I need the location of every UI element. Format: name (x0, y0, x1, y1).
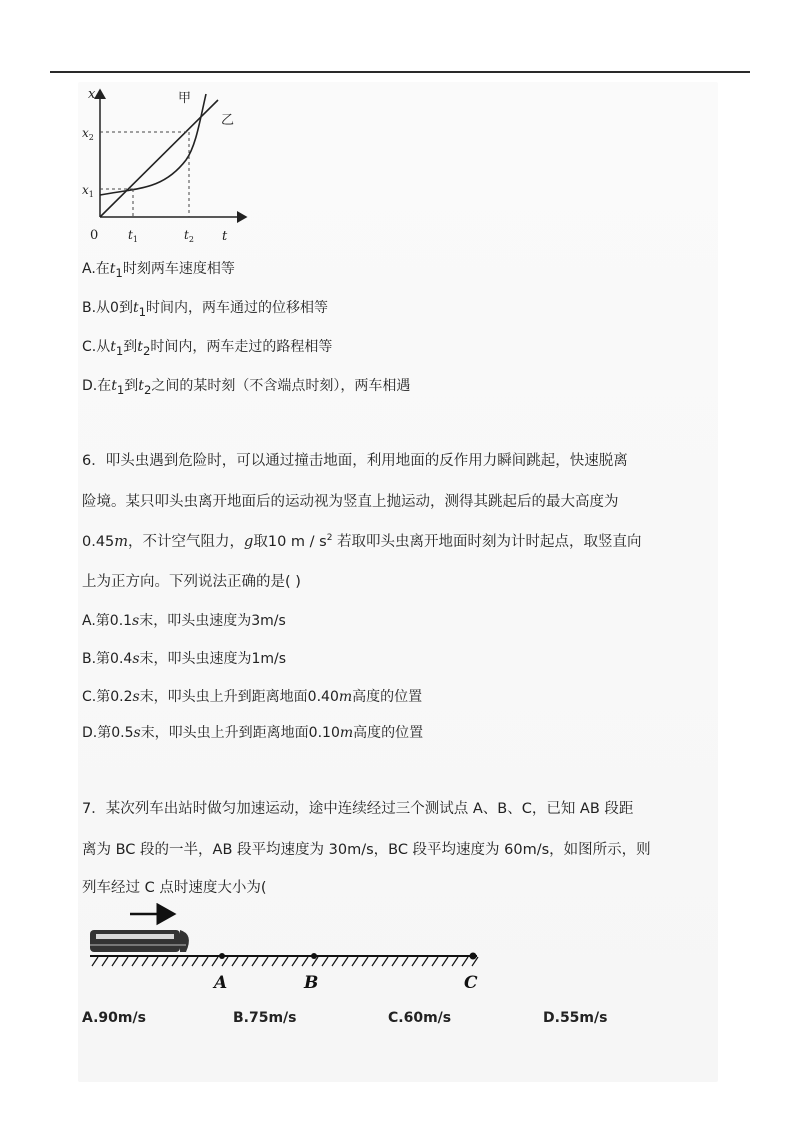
q6-option-c: C.第0.2s末，叩头虫上升到距离地面0.40m高度的位置 (82, 689, 423, 705)
q5-option-a: A.在$t_1$时刻两车速度相等 (82, 261, 235, 280)
q7-stem-line-2: 离为 BC 段的一半，AB 段平均速度为 30m/s，BC 段平均速度为 60m/s，如图所示，则 (82, 842, 651, 858)
x2-label: $x_2$ (82, 126, 94, 142)
point-b-dot (311, 953, 317, 959)
q7-stem-line-3: 列车经过 C 点时速度大小为( (82, 880, 267, 896)
q7-option-c: C.60m/s (388, 1010, 452, 1026)
t2-label: $t_2$ (184, 228, 194, 244)
q6-stem-line-2: 险境。某只叩头虫离开地面后的运动视为竖直上抛运动，测得其跳起后的最大高度为 (82, 494, 619, 510)
q6-stem-line-4: 上为正方向。下列说法正确的是( ) (82, 574, 301, 590)
q5-option-c: C.从$t_1$到$t_2$时间内，两车走过的路程相等 (82, 339, 333, 358)
curve-jia (100, 94, 206, 195)
point-a-dot (219, 953, 225, 959)
origin-label: 0 (90, 228, 99, 243)
q6-stem-line-1: 6．叩头虫遇到危险时，可以通过撞击地面，利用地面的反作用力瞬间跳起，快速脱离 (82, 453, 628, 469)
q5-option-d: D.在$t_1$到$t_2$之间的某时刻（不含端点时刻），两车相遇 (82, 378, 411, 397)
line-yi-label: 乙 (221, 113, 235, 128)
point-b-label: B (304, 973, 319, 993)
q6-stem-line-3: 0.45m，不计空气阻力，g取10 m / $s^2$ 若取叩头虫离开地面时刻为计时起点，取竖直向 (82, 533, 642, 550)
q7-option-b: B.75m/s (233, 1010, 297, 1026)
q7-option-a: A.90m/s (82, 1010, 146, 1026)
t1-label: $t_1$ (128, 228, 138, 244)
y-axis-label: x (88, 87, 96, 102)
q6-option-b: B.第0.4s末，叩头虫速度为1m/s (82, 651, 287, 667)
header-rule (50, 71, 750, 73)
point-a-label: A (214, 973, 228, 993)
curve-jia-label: 甲 (178, 91, 192, 106)
q5-option-b: B.从0到$t_1$时间内，两车通过的位移相等 (82, 300, 329, 319)
x-axis-label: t (222, 229, 228, 244)
x-t-graph (78, 82, 258, 247)
q7-stem-line-1: 7．某次列车出站时做匀加速运动，途中连续经过三个测试点 A、B、C，已知 AB 段距 (82, 801, 634, 817)
q6-option-d: D.第0.5s末，叩头虫上升到距离地面0.10m高度的位置 (82, 725, 424, 741)
x1-label: $x_1$ (82, 183, 94, 199)
train-track-diagram (82, 900, 502, 995)
track-hatch (92, 957, 478, 966)
q6-option-a: A.第0.1s末，叩头虫速度为3m/s (82, 613, 286, 629)
point-c-label: C (464, 973, 478, 993)
point-c-dot (470, 953, 477, 960)
train-icon (90, 930, 189, 952)
q7-option-d: D.55m/s (543, 1010, 608, 1026)
